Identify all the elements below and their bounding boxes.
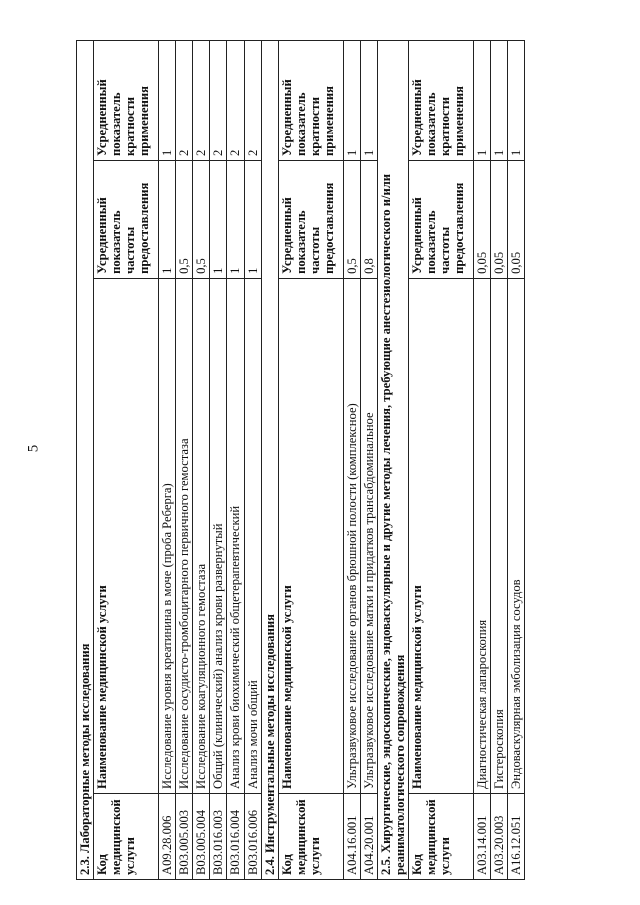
service-code: A09.28.006 — [159, 794, 176, 880]
frequency-value: 0,05 — [508, 160, 525, 278]
frequency-value: 1 — [210, 160, 227, 278]
services-table — [76, 40, 525, 880]
table-row — [193, 41, 210, 880]
multiplicity-value: 1 — [491, 41, 508, 161]
table-row — [508, 41, 525, 880]
service-name: Исследование уровня креатинина в моче (проба Реберга) — [159, 278, 176, 793]
service-code: A04.16.001 — [343, 794, 360, 880]
section-title: 2.4. Инструментальные методы исследования — [261, 41, 278, 880]
service-name: Анализ крови биохимический общетерапевтический — [227, 278, 244, 793]
frequency-value: 0,5 — [176, 160, 193, 278]
section-row — [77, 41, 94, 880]
header-frequency: Усредненный показатель частоты предоставления — [94, 160, 159, 278]
frequency-value: 0,8 — [360, 160, 377, 278]
service-name: Ультразвуковое исследование органов брюшной полости (комплексное) — [343, 278, 360, 793]
frequency-value: 0,05 — [474, 160, 491, 278]
page-number: 5 — [25, 444, 42, 453]
table-row — [491, 41, 508, 880]
service-name: Ультразвуковое исследование матки и придатков трансабдоминальное — [360, 278, 377, 793]
header-multiplicity: Усредненный показатель кратности применения — [278, 41, 343, 161]
section-row — [377, 41, 408, 880]
service-code: B03.016.004 — [227, 794, 244, 880]
table-row — [343, 41, 360, 880]
frequency-value: 1 — [159, 160, 176, 278]
rotated-page — [76, 40, 562, 880]
table-body — [77, 41, 525, 880]
multiplicity-value: 1 — [159, 41, 176, 161]
frequency-value: 0,05 — [491, 160, 508, 278]
table-row — [176, 41, 193, 880]
table-row — [210, 41, 227, 880]
table-row — [474, 41, 491, 880]
header-name: Наименование медицинской услуги — [94, 278, 159, 793]
service-name: Эндоваскулярная эмболизация сосудов — [508, 278, 525, 793]
header-name: Наименование медицинской услуги — [409, 278, 474, 793]
service-code: A03.14.001 — [474, 794, 491, 880]
service-name: Анализ мочи общий — [244, 278, 261, 793]
header-row — [278, 41, 343, 880]
multiplicity-value: 1 — [343, 41, 360, 161]
service-code: B03.016.003 — [210, 794, 227, 880]
header-multiplicity: Усредненный показатель кратности применения — [409, 41, 474, 161]
table-row — [360, 41, 377, 880]
service-name: Исследование коагуляционного гемостаза — [193, 278, 210, 793]
header-row — [94, 41, 159, 880]
header-code: Код медицинской услуги — [409, 794, 474, 880]
header-multiplicity: Усредненный показатель кратности применения — [94, 41, 159, 161]
multiplicity-value: 1 — [508, 41, 525, 161]
multiplicity-value: 1 — [360, 41, 377, 161]
multiplicity-value: 2 — [227, 41, 244, 161]
service-code: A03.20.003 — [491, 794, 508, 880]
section-title: 2.5. Хирургические, эндоскопические, эндоваскулярные и другие методы лечения, требующие анестезиологического и/или реаниматологического сопровождения — [377, 41, 408, 880]
multiplicity-value: 2 — [193, 41, 210, 161]
service-name: Диагностическая лапароскопия — [474, 278, 491, 793]
service-code: A16.12.051 — [508, 794, 525, 880]
header-name: Наименование медицинской услуги — [278, 278, 343, 793]
frequency-value: 0,5 — [343, 160, 360, 278]
header-code: Код медицинской услуги — [278, 794, 343, 880]
frequency-value: 1 — [227, 160, 244, 278]
frequency-value: 0,5 — [193, 160, 210, 278]
header-frequency: Усредненный показатель частоты предоставления — [278, 160, 343, 278]
table-row — [227, 41, 244, 880]
header-frequency: Усредненный показатель частоты предоставления — [409, 160, 474, 278]
frequency-value: 1 — [244, 160, 261, 278]
service-name: Исследование сосудисто-тромбоцитарного первичного гемостаза — [176, 278, 193, 793]
multiplicity-value: 2 — [176, 41, 193, 161]
multiplicity-value: 2 — [244, 41, 261, 161]
service-code: A04.20.001 — [360, 794, 377, 880]
service-name: Общий (клинический) анализ крови развернутый — [210, 278, 227, 793]
header-code: Код медицинской услуги — [94, 794, 159, 880]
service-name: Гистероскопия — [491, 278, 508, 793]
multiplicity-value: 2 — [210, 41, 227, 161]
service-code: B03.005.003 — [176, 794, 193, 880]
section-title: 2.3. Лабораторные методы исследования — [77, 41, 94, 880]
section-row — [261, 41, 278, 880]
table-row — [159, 41, 176, 880]
table-row — [244, 41, 261, 880]
service-code: B03.005.004 — [193, 794, 210, 880]
service-code: B03.016.006 — [244, 794, 261, 880]
header-row — [409, 41, 474, 880]
multiplicity-value: 1 — [474, 41, 491, 161]
